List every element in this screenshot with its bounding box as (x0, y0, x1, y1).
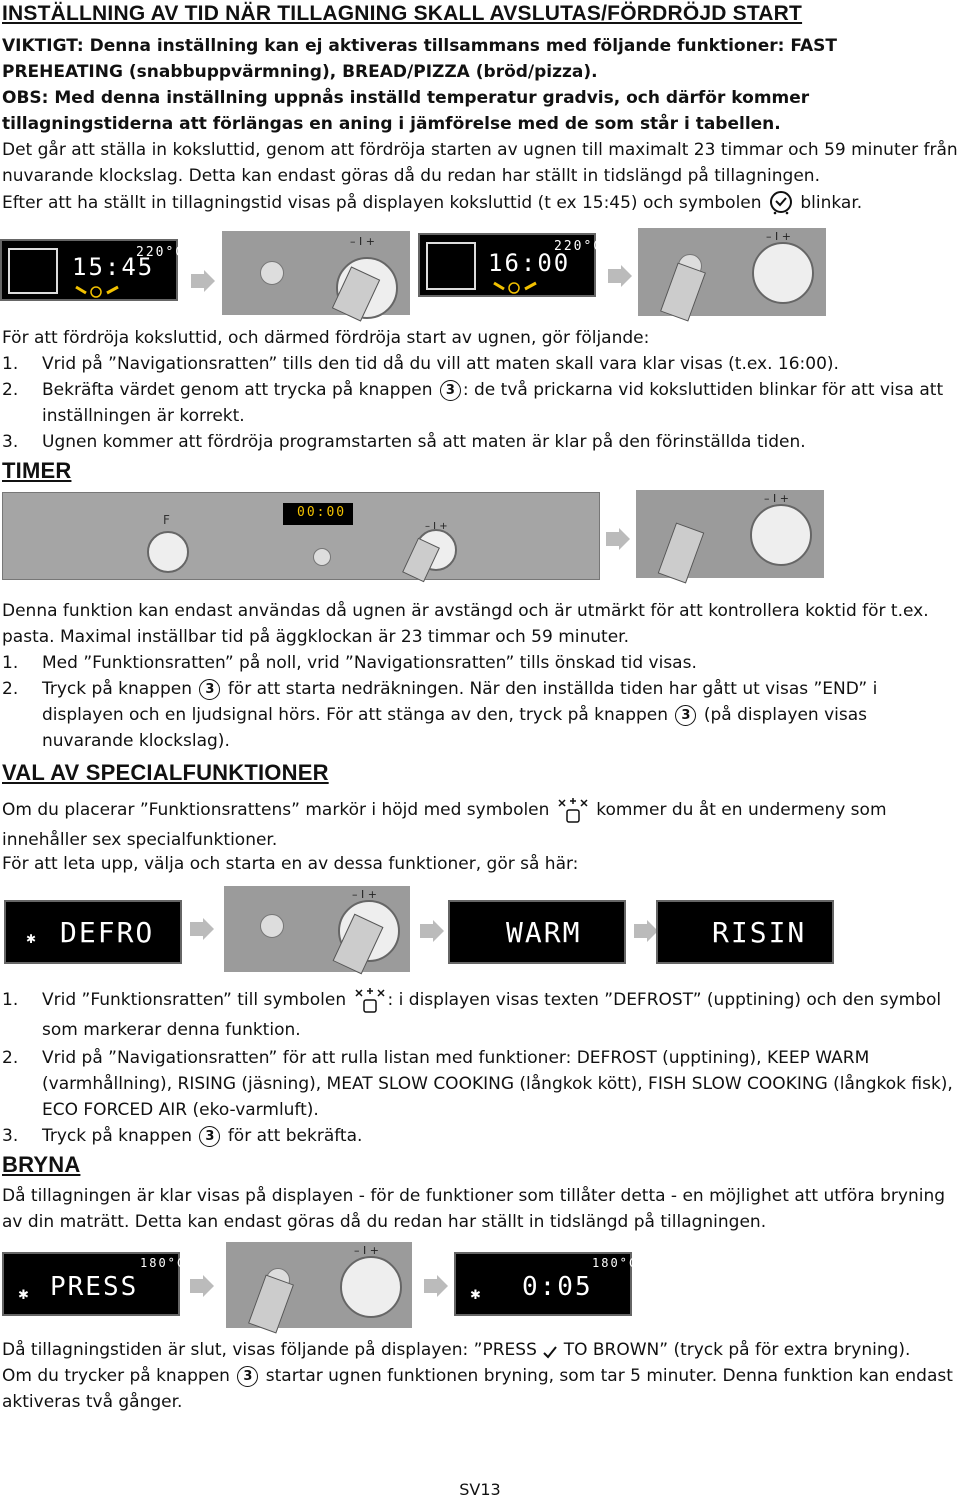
display-browning-time: ✱ 0:05 180°C (454, 1252, 632, 1316)
list-item: 3. Ugnen kommer att fördröja programstarten så att maten är klar på den förinställda tiden. (2, 432, 806, 452)
oven-control-panel: F 00:00 – I + (2, 492, 600, 580)
button-3-icon: 3 (237, 1366, 258, 1387)
browning-press-paragraph: Då tillagningstiden är slut, visas följande på displayen: ”PRESS TO BROWN” (tryck på för extra bryning). (2, 1340, 911, 1360)
display-rising: RISIN (656, 900, 834, 964)
function-knob[interactable] (147, 531, 189, 573)
right-arrow-icon (190, 1275, 214, 1297)
browning-paragraph: Då tillagningen är klar visas på displayen - för de funktioner som tillåter detta - en möjlighet att utföra bryning av din maträtt. Detta kan endast göras då du redan har ställt in tidslängd på tillagningen. (2, 1186, 946, 1232)
list-item: 1. Vrid på ”Navigationsratten” tills den tid då du vill att maten skall vara klar visas (t.ex. 16:00). (2, 354, 839, 374)
right-arrow-icon (606, 528, 630, 550)
navigation-knob[interactable] (340, 1256, 402, 1318)
delay-intro: För att fördröja koksluttid, och därmed fördröja start av ugnen, gör följande: (2, 328, 650, 348)
display-end-time-1600 (418, 233, 604, 297)
button-3-icon: 3 (440, 380, 461, 401)
navigation-knob-panel: – I + (224, 886, 410, 972)
list-item: 1. Med ”Funktionsratten” på noll, vrid ”Navigationsratten” tills önskad tid visas. (2, 653, 697, 673)
special-functions-steps (2, 985, 958, 1149)
end-time-display-paragraph: Efter att ha ställt in tillagningstid visas på displayen koksluttid (t ex 15:45) och symbolen blinkar. (2, 190, 958, 216)
display-time: 15:45 (72, 253, 155, 281)
section-title-timer: TIMER (2, 458, 72, 483)
end-time-paragraph: Det går att ställa in koksluttid, genom att fördröja starten av ugnen till maximalt 23 timmar och 59 minuter från nuvarande klockslag. Detta kan endast göras då du redan har ställt in tidslängd på tillagningen. (2, 140, 958, 186)
list-item: 2. Tryck på knappen 3 för att starta nedräkningen. När den inställda tiden har gått ut visas ”END” i displayen och en ljudsignal hörs. För att stänga av den, tryck på knappen 3 (på displayen visas nuvarande klockslag). (2, 679, 878, 751)
defrost-fan-icon (555, 796, 591, 824)
page-number: SV13 (459, 1480, 501, 1499)
navigation-knob-panel: – I + (222, 231, 410, 315)
defrost-fan-icon (352, 986, 388, 1014)
list-item: 1. Vrid ”Funktionsratten” till symbolen : i displayen visas texten ”DEFROST” (upptining) och den symbol som markerar denna funktion. (2, 985, 958, 1045)
list-item: 2. Bekräfta värdet genom att trycka på knappen 3 : de två prickarna vid koksluttiden blinkar för att visa att inställningen är korrekt. (2, 380, 944, 426)
section-title-end-time: INSTÄLLNING AV TID NÄR TILLAGNING SKALL AVSLUTAS/FÖRDRÖJD START (2, 2, 803, 25)
finger-icon (248, 1274, 294, 1333)
timer-steps (2, 650, 958, 754)
display-press: ✱ PRESS 180°C (2, 1252, 180, 1316)
display-keep-warm: WARM (448, 900, 626, 964)
special-functions-instruction: För att leta upp, välja och starta en av dessa funktioner, gör så här: (2, 854, 579, 874)
browning-button-paragraph: Om du trycker på knappen 3 startar ugnen funktionen bryning, som tar 5 minuter. Denna funktion kan endast aktiveras två gånger. (2, 1366, 953, 1412)
button-3[interactable] (313, 548, 331, 566)
obs-note: OBS: Med denna inställning uppnås inställd temperatur gradvis, och därför kommer tillagningstiderna att förlängas en aning i jämförelse med de som står i tabellen. (2, 88, 810, 134)
right-arrow-icon (420, 920, 444, 942)
finger-icon (660, 262, 706, 321)
list-item: 2. Vrid på ”Navigationsratten” för att rulla listan med funktioner: DEFROST (upptining), KEEP WARM (varmhållning), RISING (jäsning), MEAT SLOW COOKING (långkok kött), FISH SLOW COOKING (långkok fisk), ECO FORCED AIR (eko-varmluft). (2, 1048, 953, 1120)
display-end-time-1545 (0, 239, 186, 301)
button-3-icon: 3 (199, 1126, 220, 1147)
display-temperature: 220°C (136, 245, 186, 260)
right-arrow-icon (424, 1275, 448, 1297)
right-arrow-icon (608, 265, 632, 287)
section-title-browning: BRYNA (2, 1152, 81, 1177)
display-defrost: ✱ DEFRO (4, 900, 182, 964)
button-press-panel: – I + (638, 228, 826, 316)
navigation-knob[interactable] (752, 242, 814, 304)
finger-icon (658, 522, 705, 583)
button-press-panel: – I + (226, 1242, 412, 1328)
timer-display: 00:00 (283, 503, 353, 525)
section-title-special-functions: VAL AV SPECIALFUNKTIONER (2, 760, 329, 785)
display-temperature: 220°C (554, 239, 604, 254)
display-time: 16:00 (488, 249, 571, 277)
important-note: VIKTIGT: Denna inställning kan ej aktiveras tillsammans med följande funktioner: FAST PREHEATING (snabbuppvärmning), BREAD/PIZZA (bröd/pizza). (2, 36, 838, 82)
button-3-icon: 3 (199, 679, 220, 700)
navigation-knob-panel: – I + (636, 490, 824, 578)
special-functions-intro: Om du placerar ”Funktionsrattens” markör i höjd med symbolen kommer du åt en undermeny som innehåller sex specialfunktioner. (2, 795, 958, 855)
list-item: 3. Tryck på knappen 3 för att bekräfta. (2, 1126, 363, 1146)
clock-icon (767, 190, 795, 216)
delay-steps (2, 351, 958, 455)
right-arrow-icon (190, 918, 214, 940)
button-3-icon: 3 (675, 705, 696, 726)
right-arrow-icon (634, 920, 658, 942)
navigation-knob[interactable] (750, 504, 812, 566)
finger-icon (402, 538, 440, 583)
timer-paragraph: Denna funktion kan endast användas då ugnen är avstängd och är utmärkt för att kontrollera koktid för t.ex. pasta. Maximal inställbar tid på äggklockan är 23 timmar och 59 minuter. (2, 601, 929, 647)
checkmark-icon (542, 1342, 558, 1358)
right-arrow-icon (191, 270, 215, 292)
